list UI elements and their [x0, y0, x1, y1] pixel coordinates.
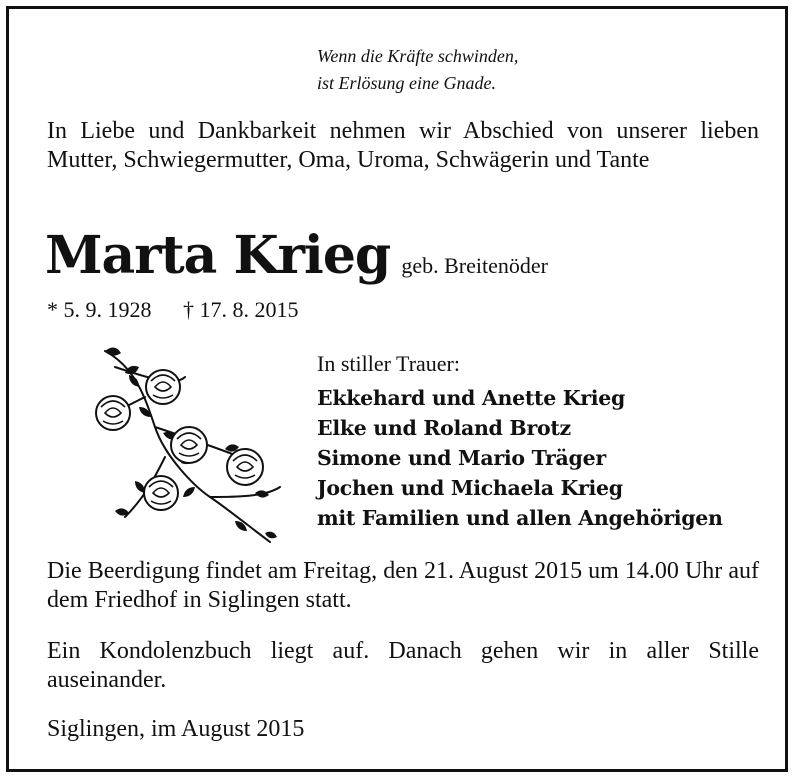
motto-line-2: ist Erlösung eine Gnade.	[317, 73, 496, 93]
death-date: † 17. 8. 2015	[183, 297, 299, 322]
funeral-info: Die Beerdigung findet am Freitag, den 21. August 2015 um 14.00 Uhr auf dem Friedhof in Siglingen statt.	[47, 558, 759, 613]
mourning-block	[317, 349, 723, 533]
intro-text: In Liebe und Dankbarkeit nehmen wir Abschied von unserer lieben Mutter, Schwiegermutter, Oma, Uroma, Schwägerin und Tante	[47, 118, 759, 173]
condolence-info: Ein Kondolenzbuch liegt auf. Danach gehen wir in aller Stille auseinander.	[47, 638, 759, 693]
deceased-name-line	[45, 225, 548, 286]
motto-line-1: Wenn die Kräfte schwinden,	[317, 46, 519, 66]
deceased-name: Marta Krieg	[45, 225, 391, 286]
mourner-line: Elke und Roland Brotz	[317, 416, 571, 440]
mourner-line: Simone und Mario Träger	[317, 446, 606, 470]
birth-date: * 5. 9. 1928	[47, 297, 152, 322]
life-dates	[47, 297, 299, 323]
rose-branch-icon	[85, 337, 285, 545]
obituary-card	[6, 6, 788, 772]
motto	[317, 43, 637, 97]
mourner-line: mit Familien und allen Angehörigen	[317, 506, 723, 530]
mourning-label: In stiller Trauer:	[317, 351, 460, 376]
maiden-name: geb. Breitenöder	[401, 253, 548, 278]
mourner-line: Ekkehard und Anette Krieg	[317, 386, 626, 410]
mourner-line: Jochen und Michaela Krieg	[317, 476, 623, 500]
place-date: Siglingen, im August 2015	[47, 716, 305, 742]
